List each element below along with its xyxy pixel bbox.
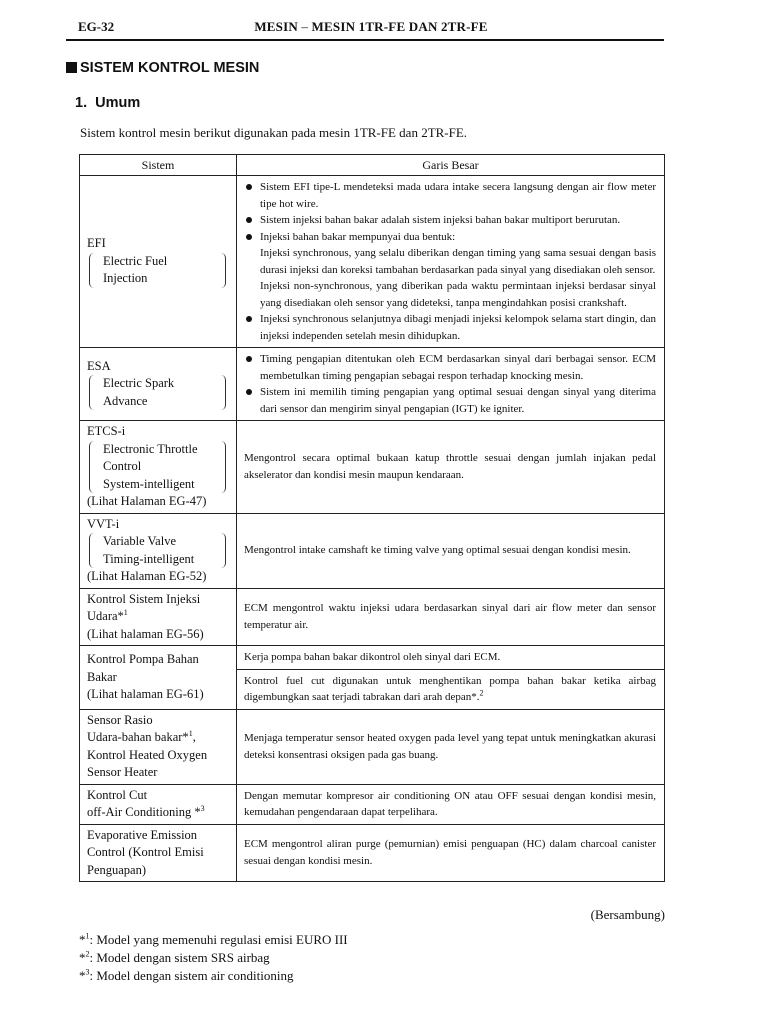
system-cell [80, 513, 237, 588]
bullet-item [244, 384, 656, 417]
system-name-part: Control (Kontrol Emisi [87, 845, 204, 859]
table-row [80, 176, 665, 348]
table-row [80, 513, 665, 588]
table-header-row [80, 155, 665, 176]
bullet-text: Sistem injeksi bahan bakar adalah sistem injeksi bahan bakar multiport berurutan. [260, 214, 621, 226]
system-cell [80, 784, 237, 824]
outline-cell: Menjaga temperatur sensor heated oxygen pada level yang tepat untuk meningkatkan akurasi deteksi konsentrasi oksigen pada gas buang. [237, 709, 665, 784]
footnote-mark: * [79, 950, 86, 965]
square-bullet-icon [66, 62, 77, 73]
footnote [79, 931, 348, 949]
outline-cell [237, 176, 665, 348]
outline-cell: Mengontrol secara optimal bukaan katup throttle sesuai dengan jumlah injakan pedal akselerator dan kondisi mesin maupun kendaraan. [237, 421, 665, 514]
outline-cell: Kerja pompa bahan bakar dikontrol oleh sinyal dari ECM. [237, 646, 665, 670]
bullet-item [244, 179, 656, 212]
footnote-marker: 1 [123, 607, 128, 617]
outline-cell: Dengan memutar kompresor air conditioning ON atau OFF sesuai dengan kondisi mesin, kemudahan pengendaraan dapat terpelihara. [237, 784, 665, 824]
outline-cell: Mengontrol intake camshaft ke timing valve yang optimal sesuai dengan kondisi mesin. [237, 513, 665, 588]
system-reference: (Lihat halaman EG-56) [87, 626, 204, 641]
system-bracket-line: System-intelligent [103, 476, 195, 491]
footnote-number: 3 [85, 967, 90, 977]
footnote-marker: 1 [188, 728, 193, 738]
header-title-separator: – [297, 19, 312, 34]
system-bracket [89, 253, 226, 288]
system-name: VVT-i [87, 516, 120, 531]
bullet-text: Injeksi synchronous selanjutnya dibagi menjadi injeksi kelompok selama start dingin, dan injeksi independen setelah mesin dihidupkan. [260, 313, 656, 342]
system-reference: (Lihat halaman EG-61) [87, 687, 204, 701]
system-name: Evaporative Emission [87, 827, 198, 842]
system-cell [80, 824, 237, 882]
system-bracket [89, 441, 226, 494]
bullet-text: Sistem EFI tipe-L mendeteksi mada udara intake secera langsung dengan air flow meter tipe hot wire. [260, 181, 656, 210]
system-name: ETCS-i [87, 424, 126, 438]
header-title-main: MESIN [254, 19, 298, 34]
page-code: EG-32 [78, 19, 115, 34]
engine-control-table [79, 154, 665, 882]
footnote-marker: 3 [200, 803, 205, 813]
subsection-title: Umum [95, 95, 141, 111]
section-title: SISTEM KONTROL MESIN [80, 60, 260, 76]
system-name-part: Kontrol Heated Oxygen [87, 747, 208, 762]
system-bracket-line: Electronic Throttle [103, 441, 198, 456]
subsection-heading [75, 95, 140, 111]
system-name-note [87, 608, 232, 626]
footnote [79, 949, 348, 967]
footnote-mark: * [79, 968, 86, 983]
system-bracket-line: Timing-intelligent [103, 551, 195, 566]
footnote-number: 1 [85, 931, 90, 941]
footnotes [79, 931, 348, 985]
system-reference: (Lihat Halaman EG-52) [87, 569, 207, 583]
system-bracket-line: Advance [103, 393, 148, 408]
outline-cell [237, 348, 665, 421]
page-header [78, 17, 664, 37]
footnote-number: 2 [85, 949, 90, 959]
column-header-outline: Garis Besar [237, 155, 665, 176]
bullet-text: Injeksi synchronous, yang selalu diberikan dengan timing yang sama sesuai dengan basis durasi injeksi dan koreksi tambahan berdasarkan pada sinyal yang disediakan oleh sensor. [260, 247, 656, 276]
subsection-number: 1. [75, 95, 88, 111]
header-rule [66, 39, 664, 41]
section-heading [66, 60, 259, 76]
bullet-text: Timing pengapian ditentukan oleh ECM berdasarkan sinyal dari berbagai sensor. ECM membetulkan timing pengapian sebagai respon terhadap knocking mesin. [260, 353, 656, 382]
table-row [80, 588, 665, 646]
system-name-justified: Sensor Rasio [87, 712, 153, 727]
system-name-punct: , [192, 730, 196, 744]
continued-label: (Bersambung) [590, 907, 665, 922]
footnote-text: : Model yang memenuhi regulasi emisi EURO III [89, 932, 348, 947]
system-bracket-line: Variable Valve [103, 534, 177, 548]
intro-paragraph: Sistem kontrol mesin berikut digunakan pada mesin 1TR-FE dan 2TR-FE. [80, 125, 468, 140]
system-name [87, 712, 232, 730]
footnote-text: : Model dengan sistem SRS airbag [89, 950, 270, 965]
system-bracket [89, 375, 226, 410]
bullet-dot-icon [246, 234, 252, 240]
footnote [79, 967, 348, 985]
system-cell [80, 709, 237, 784]
system-name-part: Sensor Heater [87, 765, 158, 779]
outline-bullets [244, 351, 656, 417]
bullet-text: Sistem ini memilih timing pengapian yang optimal sesuai dengan sinyal yang diterima dari sensor dan mengirim sinyal pengapian (IGT) ke igniter. [260, 386, 656, 415]
system-cell [80, 588, 237, 646]
table-row [80, 421, 665, 514]
footnote-marker: 2 [479, 688, 484, 698]
table-row [80, 824, 665, 882]
system-name: Kontrol Pompa Bahan [87, 652, 199, 666]
system-name-note [87, 729, 232, 747]
footnote-mark: * [79, 932, 86, 947]
bullet-item [244, 212, 656, 229]
outline-bullets [244, 179, 656, 344]
system-name: Kontrol Sistem Injeksi [87, 591, 201, 606]
bullet-dot-icon [246, 389, 252, 395]
system-cell [80, 421, 237, 514]
bullet-dot-icon [246, 217, 252, 223]
outline-text: Kontrol fuel cut digunakan untuk menghentikan pompa bahan bakar ketika airbag digembungkan saat terjadi tabrakan dari arah depan*. [244, 674, 656, 703]
bullet-item [244, 351, 656, 384]
bullet-item [244, 311, 656, 344]
system-name: ESA [87, 358, 111, 373]
bullet-text: Injeksi bahan bakar mempunyai dua bentuk: [260, 230, 456, 243]
system-cell [80, 646, 237, 710]
system-name-part: Bakar [87, 669, 117, 684]
system-bracket-line: Electric Fuel [103, 253, 168, 268]
system-name: EFI [87, 236, 106, 251]
system-cell [80, 176, 237, 348]
table-row [80, 709, 665, 784]
bullet-dot-icon [246, 316, 252, 322]
footnote-text: : Model dengan sistem air conditioning [89, 968, 294, 983]
system-reference: (Lihat Halaman EG-47) [87, 494, 207, 508]
outline-cell [237, 669, 665, 709]
system-bracket [89, 533, 226, 568]
outline-cell: ECM mengontrol aliran purge (pemurnian) emisi penguapan (HC) dalam charcoal canister sesuai dengan kondisi mesin. [237, 824, 665, 882]
system-name-note [87, 804, 232, 822]
system-name-part: Udara* [87, 609, 124, 623]
table-row [80, 348, 665, 421]
system-name-part: off-Air Conditioning * [87, 805, 201, 819]
bullet-item [244, 229, 656, 312]
header-title-sub: MESIN 1TR-FE DAN 2TR-FE [311, 19, 488, 34]
bullet-dot-icon [246, 356, 252, 362]
system-name: Kontrol Cut [87, 787, 148, 802]
header-title [78, 19, 664, 35]
system-name-part: Udara-bahan bakar* [87, 730, 189, 744]
column-header-system: Sistem [80, 155, 237, 176]
system-name-part: Penguapan) [87, 862, 147, 877]
bullet-dot-icon [246, 184, 252, 190]
system-bracket-line: Control [103, 459, 142, 473]
table-row [80, 646, 665, 670]
system-bracket-line: Electric Spark [103, 376, 175, 391]
outline-cell: ECM mengontrol waktu injeksi udara berdasarkan sinyal dari air flow meter dan sensor temperatur air. [237, 588, 665, 646]
bullet-text: Injeksi non-synchronous, yang diberikan pada waktu permintaan injeksi berdasar sinyal yang disediakan oleh sensor yang dideteksi, tanpa mengindahkan posisi crankshaft. [260, 280, 656, 309]
system-cell [80, 348, 237, 421]
table-row [80, 784, 665, 824]
system-bracket-line: Injection [103, 271, 148, 286]
